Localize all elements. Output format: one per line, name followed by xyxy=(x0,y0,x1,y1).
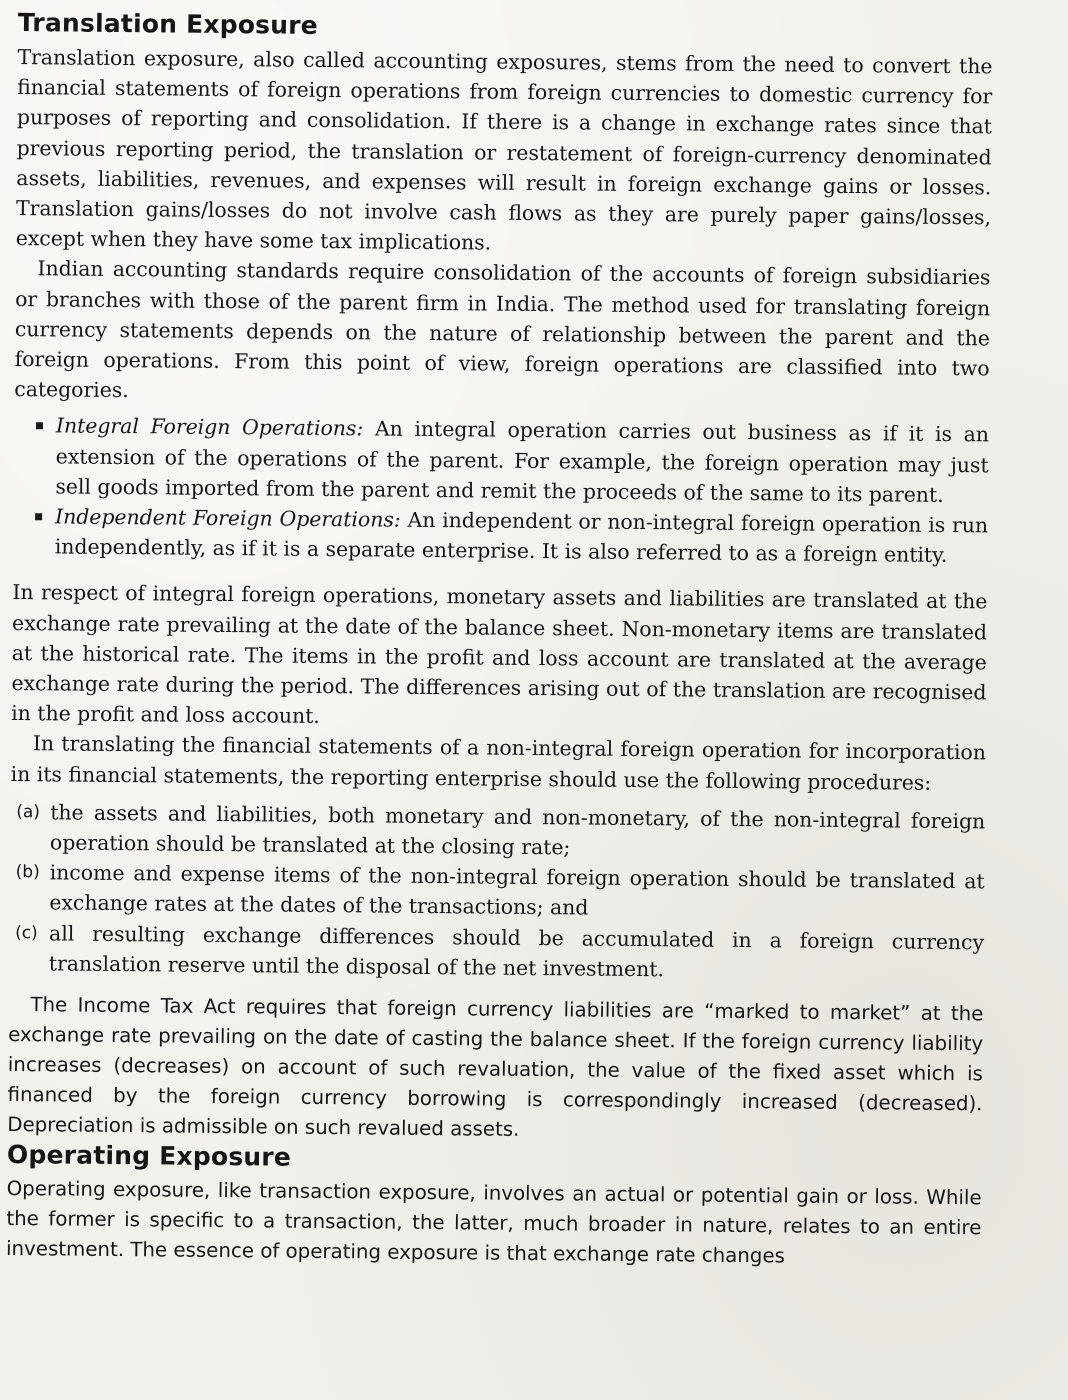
list-item-term: Integral Foreign Operations: xyxy=(55,413,364,441)
income-tax-act-paragraph: The Income Tax Act requires that foreign currency liabilities are “marked to market” at the exchange rate prevailing on the date of casting the balance sheet. If the foreign currency liability increases (decreases) on account of such revaluation, the value of the fixed asset which is financed by the foreign currency borrowing is correspondingly increased (decreased). Depreciation is admissible on such revalued assets. xyxy=(7,993,984,1141)
translation-exposure-heading: Translation Exposure xyxy=(17,8,319,40)
translation-procedures-list xyxy=(9,797,986,988)
list-item-marker: (b) xyxy=(15,862,40,883)
list-item-procedure-c xyxy=(15,918,985,987)
list-item-marker: (c) xyxy=(15,922,38,943)
list-item-text: An independent or non-integral foreign operation is run independently, as if it is a separate enterprise. It is also referred to as a foreign entity. xyxy=(54,507,989,568)
translation-definition-paragraph: Translation exposure, also called accounting exposures, stems from the need to convert the financial statements of foreign operations from foreign currencies to domestic currency for purposes of reporting and consolidation. If there is a change in exchange rates since that previous reporting period, the translation or restatement of foreign-currency denominated assets, liabilities, revenues, and expenses will result in foreign exchange gains or losses. Translation gains/losses do not involve cash flows as they are purely paper gains/losses, except when they have some tax implications. xyxy=(15,44,993,255)
list-item-independent-operations xyxy=(41,501,989,570)
list-item-text: the assets and liabilities, both monetary and non-monetary, of the non-integral foreign operation should be translated at the closing rate; xyxy=(49,800,986,860)
indian-standards-paragraph: Indian accounting standards require consolidation of the accounts of foreign subsidiaries or branches with those of the parent firm in India. The method used for translating foreign currency statements depends on the nature of relationship between the parent and the foreign operations. From this point of view, foreign operations are classified into two categories. xyxy=(14,256,991,403)
integral-operations-paragraph: In respect of integral foreign operations, monetary assets and liabilities are translated at the exchange rate prevailing at the date of the balance sheet. Non-monetary items are translated at the historical rate. The items in the profit and loss account are translated at the average exchange rate during the period. The differences arising out of the translation are recognised in the profit and loss account. xyxy=(11,580,988,729)
list-item-term: Independent Foreign Operations: xyxy=(55,504,401,532)
list-item-marker: (a) xyxy=(16,801,41,823)
operating-exposure-heading: Operating Exposure xyxy=(6,1140,292,1172)
list-item-integral-operations xyxy=(41,411,989,511)
bullet-square-icon xyxy=(36,423,43,430)
book-page xyxy=(6,8,993,1273)
list-item-text: income and expense items of the non-integral foreign operation should be translated at exchange rates at the dates of the transactions; and xyxy=(49,860,985,921)
list-item-procedure-a xyxy=(16,797,986,866)
bullet-square-icon xyxy=(35,513,42,520)
list-item-procedure-b xyxy=(15,858,985,927)
non-integral-intro-paragraph: In translating the financial statements of a non-integral foreign operation for incorporation in its financial statements, the reporting enterprise should use the following procedures: xyxy=(10,731,987,795)
operating-exposure-paragraph: Operating exposure, like transaction exposure, involves an actual or potential gain or loss. While the former is specific to a transaction, the latter, much broader in nature, relates to an entire investment. The essence of operating exposure is that exchange rate changes xyxy=(5,1177,982,1268)
list-item-text: all resulting exchange differences should be accumulated in a foreign currency translation reserve until the disposal of the net investment. xyxy=(48,921,985,982)
list-item-text: An integral operation carries out business as if it is an extension of the operations of the parent. For example, the foreign operation may just sell goods imported from the parent and remit the proceeds of the same to its parent. xyxy=(55,416,990,507)
foreign-operation-categories-list xyxy=(13,410,989,570)
